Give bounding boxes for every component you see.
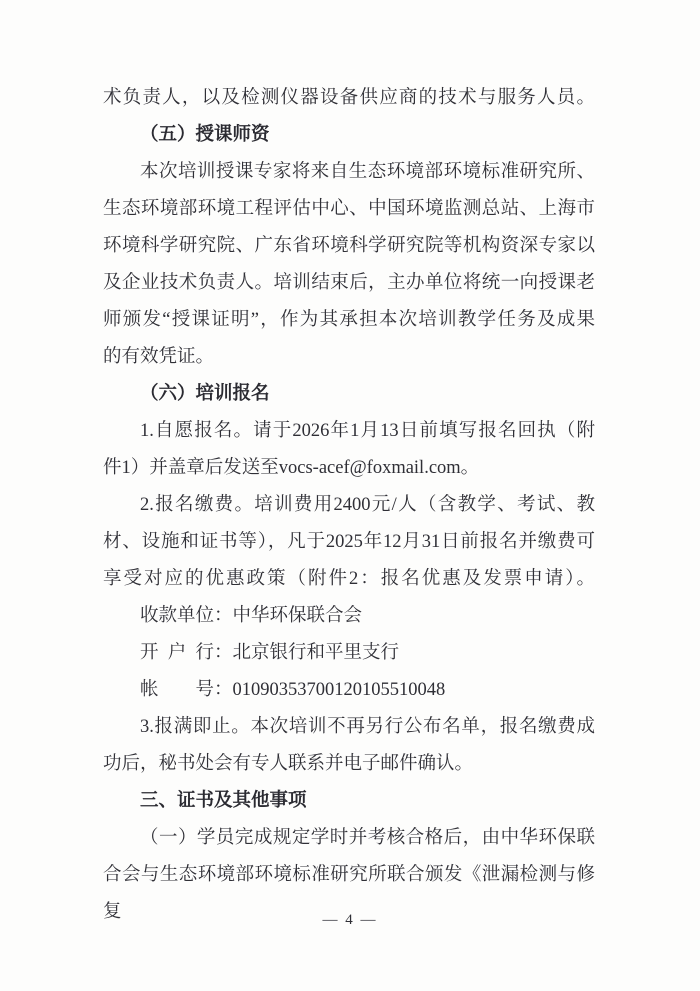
email-line: 件1）并盖章后发送至vocs-acef@foxmail.com。	[103, 458, 480, 478]
text-line: （一）学员完成规定学时并考核合格后，由中华环保联	[140, 828, 595, 848]
page-number: — 4 —	[322, 912, 378, 928]
account-number-line: 帐 号：01090353700120105510048	[140, 680, 446, 700]
text-line: 2.报名缴费。培训费用2400元/人（含教学、考试、教	[140, 495, 595, 515]
heading-section-5-teachers: （五）授课师资	[140, 125, 270, 145]
text-line: 生态环境部环境工程评估中心、中国环境监测总站、上海市	[103, 199, 595, 219]
payee-line: 收款单位：中华环保联合会	[140, 606, 363, 626]
text-line: 的有效凭证。	[103, 347, 215, 367]
text-line: 功后，秘书处会有专人联系并电子邮件确认。	[103, 754, 474, 774]
text-line: 材、设施和证书等），凡于2025年12月31日前报名并缴费可	[103, 532, 595, 552]
text-line: 3.报满即止。本次培训不再另行公布名单，报名缴费成	[140, 717, 595, 737]
text-line: 1.自愿报名。请于2026年1月13日前填写报名回执（附	[140, 421, 595, 441]
text-line: 及企业技术负责人。培训结束后，主办单位将统一向授课老	[103, 273, 595, 293]
text-line: 环境科学研究院、广东省环境科学研究院等机构资深专家以	[103, 236, 595, 256]
text-line: 本次培训授课专家将来自生态环境部环境标准研究所、	[140, 162, 595, 182]
heading-section-3-certificates: 三、证书及其他事项	[140, 791, 307, 811]
heading-section-6-registration: （六）培训报名	[140, 384, 270, 404]
text-line: 师颁发“授课证明”，作为其承担本次培训教学任务及成果	[103, 310, 595, 330]
text-line: 术负责人，以及检测仪器设备供应商的技术与服务人员。	[103, 88, 595, 108]
text-line: 享受对应的优惠政策（附件2：报名优惠及发票申请）。	[103, 569, 595, 589]
document-body	[103, 80, 595, 922]
bank-line: 开 户 行：北京银行和平里支行	[140, 643, 400, 663]
text-line: 合会与生态环境部环境标准研究所联合颁发《泄漏检测与修复	[103, 865, 595, 922]
